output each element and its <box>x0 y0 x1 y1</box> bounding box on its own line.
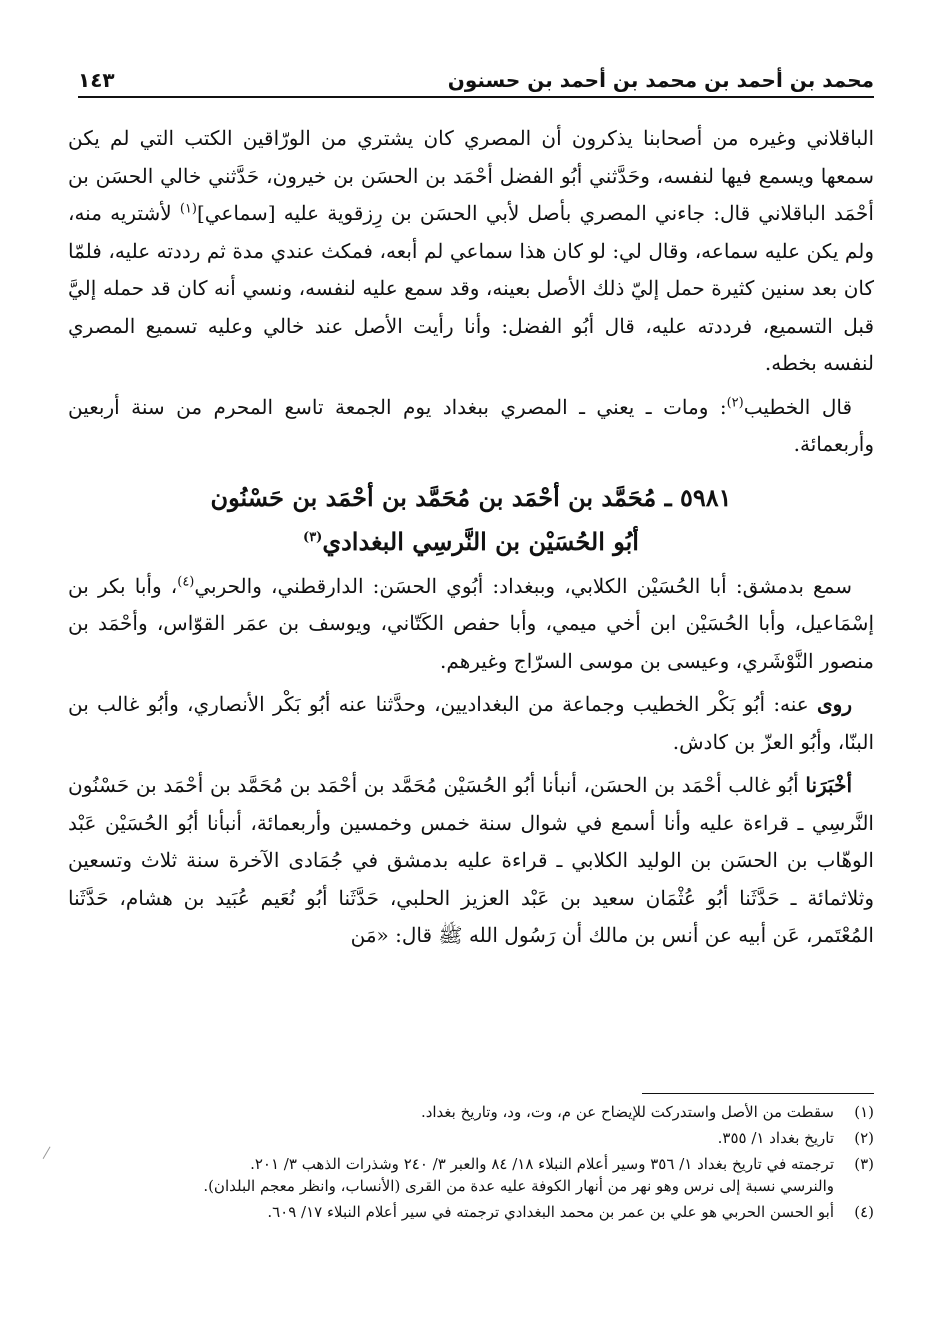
footnotes <box>68 1101 874 1227</box>
footnote-ref-3: (٣) <box>303 529 323 545</box>
paragraph-1-continuation: لأشتريه منه، ولم يكن عليه سماعه، وقال لي: لو كان هذا سماعي لم أبعه، فمكث عندي مدة ثم رددته عليه، فلمّا كان بعد سنين كثيرة حمل إليّ ذلك الأصل بعينه، وقد سمع عليه لنفسه، ونسي أنه كان قد حمله إليَّ قبل التسميع، فرددته عليه، قال أبُو الفضل: وأنا رأيت الأصل عند خالي وعليه تسميع المصري لنفسه بخطه. <box>68 201 875 375</box>
footnote-3-number: (٣) <box>854 1155 874 1173</box>
footnote-1-text: سقطت من الأصل واستدركت للإيضاح عن م، وت، ود، وتاريخ بغداد. <box>420 1103 834 1121</box>
paragraph-2 <box>68 389 874 464</box>
footnote-3-text-continued: والنرسي نسبة إلى نرس وهو نهر من أنهار الكوفة عليه عدة من القرى (الأنساب، وانظر معجم البلدان). <box>203 1177 834 1195</box>
footnote-rule <box>642 1093 874 1094</box>
footnote-2-number: (٢) <box>854 1129 874 1147</box>
footnote-ref-2: (٢) <box>726 394 744 410</box>
footnote-4-number: (٤) <box>854 1203 874 1221</box>
entry-heading-line-2 <box>68 520 874 564</box>
entry-heading-line-1: ٥٩٨١ ـ مُحَمَّد بن أحْمَد بن مُحَمَّد بن أحْمَد بن حَسْنُون <box>210 482 732 512</box>
footnote-1 <box>68 1101 874 1123</box>
footnote-3-body <box>68 1153 834 1197</box>
paragraph-3-start: سمع بدمشق: أبا الحُسَيْن الكلابي، وببغداد: أبُوي الحسَن: الدارقطني، والحربي <box>194 573 853 598</box>
paragraph-5-text: أبُو غالب أحْمَد بن الحسَن، أنبأنا أبُو الحُسَيْن مُحَمَّد بن أحْمَد بن مُحَمَّد بن أحْمَد بن حَسْنُون النَّرسِي ـ قراءة عليه وأنا أسمع في شوال سنة خمس وخمسين وأربعمائة، أنبأنا أبُو الحُسَيْن عَبْد الوهّاب بن الحسَن بن الوليد الكلابي ـ قراءة عليه بدمشق في جُمَادى الآخرة سنة ثلاث وتسعين وثلاثمائة ـ حَدَّثَنا أبُو عُثْمَان سعيد بن عَبْد العزيز الحلبي، حَدَّثَنا أبُو نُعَيم عُبَيد بن هشام، حَدَّثَنا المُعْتَمر، عَن أبيه عن أنس بن مالك أن رَسُول الله ﷺ قال: «مَن <box>68 773 874 947</box>
running-header <box>78 58 874 98</box>
footnote-ref-4: (٤) <box>177 573 195 589</box>
footnote-2-text: تاريخ بغداد ١/ ٣٥٥. <box>717 1129 834 1147</box>
footnote-3-text: ترجمته في تاريخ بغداد ١/ ٣٥٦ وسير أعلام النبلاء ١٨/ ٨٤ والعبر ٣/ ٢٤٠ وشذرات الذهب ٣/ ٢٠١. <box>250 1155 834 1173</box>
paragraph-1-text: الباقلاني وغيره من أصحابنا يذكرون أن المصري كان يشتري من الورّاقين الكتب التي لم يكن سمعها ويسمع فيها لنفسه، وحَدَّثني أبُو الفضل أحْمَد بن الحسَن بن خيرون، حَدَّثني خالي الحسَن بن أحْمَد الباقلاني قال: جاءني المصري بأصل لأبي الحسَن بن رِزقوية عليه [سماعي] <box>68 126 874 225</box>
footnote-4-text: أبو الحسن الحربي هو علي بن عمر بن محمد البغدادي ترجمته في سير أعلام النبلاء ١٧/ ٦٠٩. <box>267 1203 834 1221</box>
paragraph-2-end: : ومات ـ يعني ـ المصري ببغداد يوم الجمعة تاسع المحرم من سنة أربعين وأربعمائة. <box>68 394 874 456</box>
entry-heading <box>68 476 874 564</box>
paragraph-3-end: ، وأبا بكر بن إسْمَاعيل، وأبا الحُسَيْن ابن أخي ميمي، وأبا حفص الكَتّاني، ويوسف بن عمَر القوّاس، وأحْمَد بن منصور النَّوْشَري، وعيسى بن موسى السرّاج وغيرهم. <box>68 573 874 673</box>
footnote-4 <box>68 1201 874 1223</box>
paragraph-5-lead: أخْبَرَنا <box>805 773 852 797</box>
main-text <box>68 120 874 961</box>
entry-heading-name: أبُو الحُسَيْن بن النَّرسِي البغدادي <box>322 526 639 556</box>
header-rule <box>78 96 874 98</box>
paragraph-2-start: قال الخطيب <box>743 394 853 419</box>
paragraph-4-text: عنه: أبُو بَكْر الخطيب وجماعة من البغداديين، وحدَّثنا عنه أبُو بَكْر الأنصاري، وأبُو غالب بن البنّا، وأبُو العزّ بن كادش. <box>68 692 874 754</box>
paragraph-5 <box>68 767 874 955</box>
footnote-ref-1: (١) <box>179 201 197 217</box>
footnote-2 <box>68 1127 874 1149</box>
page-number: ١٤٣ <box>78 68 115 92</box>
paragraph-4-lead: روى <box>817 692 852 716</box>
footnote-3 <box>68 1153 874 1197</box>
paragraph-4 <box>68 686 874 761</box>
paragraph-3 <box>68 568 874 681</box>
paragraph-1 <box>68 120 874 383</box>
margin-pencil-mark <box>43 1146 52 1159</box>
running-title: محمد بن أحمد بن محمد بن أحمد بن حسنون <box>447 68 874 92</box>
footnote-1-number: (١) <box>854 1103 874 1121</box>
